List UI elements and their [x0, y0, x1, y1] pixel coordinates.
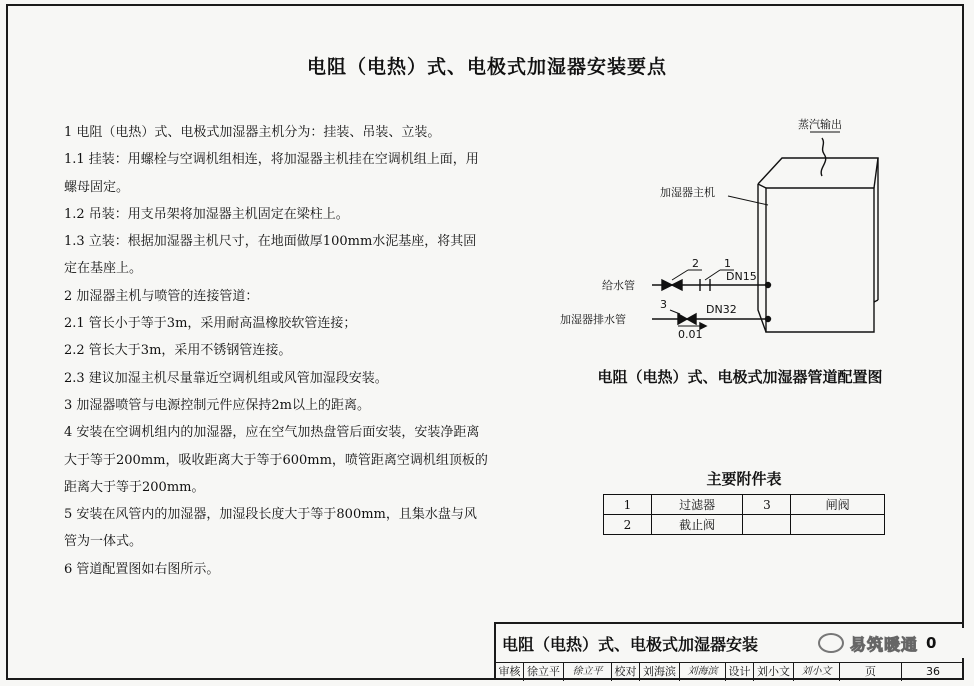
- page-number: 36: [926, 665, 940, 678]
- paragraph-1-2: 1.2 吊装：用支吊架将加湿器主机固定在梁柱上。: [64, 206, 349, 222]
- paragraph-1-1: 1.1 挂装：用螺栓与空调机组相连，将加湿器主机挂在空调机组上面，用螺母固定。: [64, 152, 479, 195]
- label-num-2: 2: [692, 257, 699, 270]
- check-signature: 刘海滨: [680, 663, 726, 681]
- page-title: 电阻（电热）式、电极式加湿器安装要点: [306, 56, 667, 78]
- steam-outlet-line: [821, 138, 826, 176]
- accessories-table: [603, 494, 885, 535]
- paragraph-6: 6 管道配置图如右图所示。: [64, 561, 220, 577]
- title-block: [494, 622, 964, 680]
- watermark: [818, 628, 964, 658]
- table-cell: 2: [604, 515, 652, 535]
- paragraph-3: 3 加湿器喷管与电源控制元件应保持2m以上的距离。: [64, 397, 371, 413]
- instructions-text: [64, 119, 489, 583]
- paragraph-4: 4 安装在空调机组内的加湿器，应在空气加热盘管后面安装，安装净距离大于等于200mm，吸收距离大于等于600mm，喷管距离空调机组顶板的距离大于等于200mm。: [64, 425, 488, 495]
- table-cell: 过滤器: [651, 495, 743, 515]
- page-label: 页: [840, 663, 902, 681]
- wechat-logo-icon: [818, 633, 844, 653]
- paragraph-2-1: 2.1 管长小于等于3m，采用耐高温橡胶软管连接；: [64, 316, 357, 332]
- check-label: 校对: [612, 663, 640, 681]
- paragraph-2-3: 2.3 建议加湿主机尽量靠近空调机组或风管加湿段安装。: [64, 370, 388, 386]
- watermark-text: 易筑暖通: [850, 634, 919, 654]
- label-slope: 0.01: [678, 328, 703, 341]
- title-block-trailing: 0: [926, 634, 937, 652]
- review-label: 审核: [496, 663, 524, 681]
- label-steam-output: 蒸汽输出: [798, 118, 842, 131]
- label-drain: 加湿器排水管: [560, 313, 626, 326]
- paragraph-2: 2 加湿器主机与喷管的连接管道：: [64, 288, 259, 304]
- title-block-name: 电阻（电热）式、电极式加湿器安装: [502, 635, 759, 654]
- design-signature: 刘小文: [794, 663, 840, 681]
- accessories-title: 主要附件表: [706, 470, 782, 488]
- paragraph-2-2: 2.2 管长大于3m，采用不锈钢管连接。: [64, 343, 292, 359]
- table-cell: 截止阀: [651, 515, 743, 535]
- paragraph-1-3: 1.3 立装：根据加湿器主机尺寸，在地面做厚100mm水泥基座，将其固定在基座上。: [64, 234, 477, 277]
- label-dn15: DN15: [726, 270, 757, 283]
- design-name: 刘小文: [754, 663, 794, 681]
- label-dn32: DN32: [706, 303, 737, 316]
- label-humidifier-host: 加湿器主机: [660, 186, 715, 199]
- humidifier-box-top: [758, 158, 878, 188]
- review-signature: 徐立平: [564, 663, 612, 681]
- paragraph-1: 1 电阻（电热）式、电极式加湿器主机分为：挂装、吊装、立装。: [64, 125, 441, 140]
- label-num-3: 3: [660, 298, 667, 311]
- table-row: [604, 515, 885, 535]
- table-cell: 1: [604, 495, 652, 515]
- label-num-1: 1: [724, 257, 731, 270]
- table-row: [604, 495, 885, 515]
- humidifier-box-front: [766, 188, 874, 332]
- check-name: 刘海滨: [640, 663, 680, 681]
- table-cell: 3: [743, 495, 791, 515]
- design-label: 设计: [726, 663, 754, 681]
- signature-row: [496, 662, 964, 681]
- review-name: 徐立平: [524, 663, 564, 681]
- label-water-supply: 给水管: [602, 279, 635, 292]
- piping-diagram: [540, 110, 940, 350]
- diagram-caption: 电阻（电热）式、电极式加湿器管道配置图: [597, 368, 883, 386]
- table-cell: [791, 515, 885, 535]
- paragraph-5: 5 安装在风管内的加湿器，加湿段长度大于等于800mm，且集水盘与风管为一体式。: [64, 507, 477, 550]
- table-cell: [743, 515, 791, 535]
- table-cell: 闸阀: [791, 495, 885, 515]
